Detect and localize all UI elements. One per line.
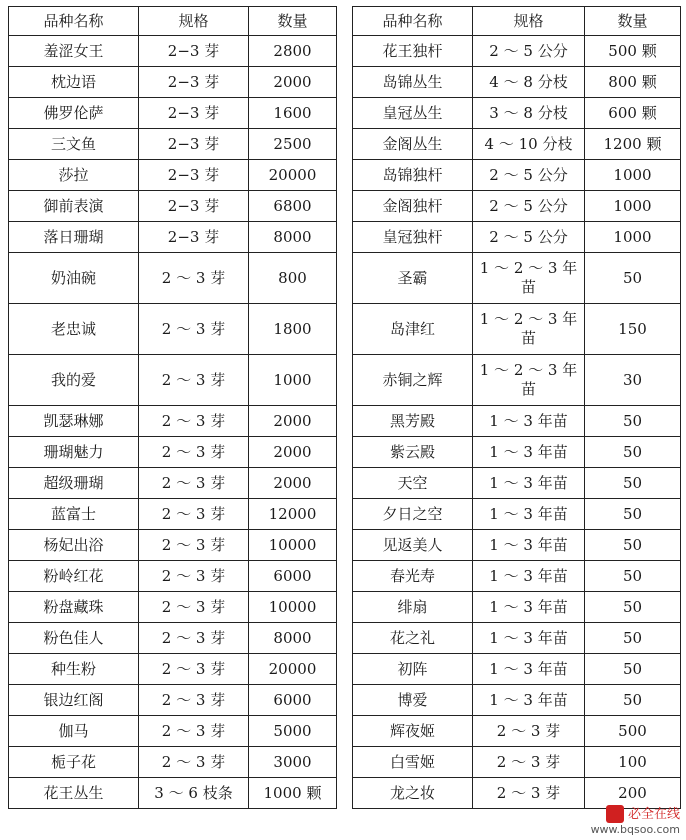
right-variety-cell: 初阵 [353,654,473,685]
watermark-title: 必全在线 [627,806,680,822]
right-spec-cell: 2 ～ 3 芽 [473,747,585,778]
seedling-table-container [8,6,680,809]
left-variety-cell: 羞涩女王 [9,36,139,67]
right-qty-cell: 50 [585,437,681,468]
right-variety-cell: 金阁独杆 [353,191,473,222]
right-spec-cell: 1 ～ 2 ～ 3 年苗 [473,355,585,406]
left-qty-cell: 1600 [249,98,337,129]
column-separator [337,253,353,304]
right-variety-cell: 黑芳殿 [353,406,473,437]
table-row [9,355,681,406]
left-variety-cell: 银边红阁 [9,685,139,716]
table-body [9,36,681,809]
table-row [9,623,681,654]
left-qty-cell: 10000 [249,530,337,561]
left-qty-cell: 6800 [249,191,337,222]
table-row [9,437,681,468]
right-qty-cell: 50 [585,654,681,685]
right-variety-cell: 博爱 [353,685,473,716]
left-variety-cell: 老忠诚 [9,304,139,355]
right-variety-cell: 白雪姬 [353,747,473,778]
left-variety-cell: 蓝富士 [9,499,139,530]
table-row [9,561,681,592]
left-variety-cell: 花王丛生 [9,778,139,809]
right-qty-cell: 600 颗 [585,98,681,129]
right-qty-cell: 30 [585,355,681,406]
column-separator [337,98,353,129]
left-spec-cell: 2 ～ 3 芽 [139,685,249,716]
right-spec-cell: 1 ～ 3 年苗 [473,468,585,499]
right-variety-cell: 紫云殿 [353,437,473,468]
left-spec-cell: 2 ～ 3 芽 [139,468,249,499]
right-spec-cell: 1 ～ 3 年苗 [473,530,585,561]
column-separator [337,592,353,623]
table-row [9,67,681,98]
left-qty-cell: 2000 [249,468,337,499]
header-spec-right: 规格 [473,7,585,36]
left-variety-cell: 落日珊瑚 [9,222,139,253]
table-row [9,747,681,778]
right-variety-cell: 皇冠丛生 [353,98,473,129]
left-qty-cell: 2000 [249,67,337,98]
right-variety-cell: 金阁丛生 [353,129,473,160]
left-qty-cell: 8000 [249,623,337,654]
right-variety-cell: 岛锦丛生 [353,67,473,98]
right-spec-cell: 2 ～ 5 公分 [473,191,585,222]
header-variety-left: 品种名称 [9,7,139,36]
left-spec-cell: 2 ～ 3 芽 [139,623,249,654]
left-variety-cell: 佛罗伦萨 [9,98,139,129]
left-spec-cell: 2−3 芽 [139,191,249,222]
left-qty-cell: 10000 [249,592,337,623]
left-spec-cell: 2 ～ 3 芽 [139,406,249,437]
right-qty-cell: 500 颗 [585,36,681,67]
column-separator [337,530,353,561]
right-qty-cell: 50 [585,253,681,304]
left-spec-cell: 2 ～ 3 芽 [139,747,249,778]
right-spec-cell: 1 ～ 3 年苗 [473,406,585,437]
left-spec-cell: 2 ～ 3 芽 [139,499,249,530]
left-variety-cell: 御前表演 [9,191,139,222]
left-variety-cell: 杨妃出浴 [9,530,139,561]
left-spec-cell: 2 ～ 3 芽 [139,654,249,685]
column-separator [337,304,353,355]
right-spec-cell: 2 ～ 5 公分 [473,160,585,191]
left-qty-cell: 12000 [249,499,337,530]
table-row [9,191,681,222]
left-variety-cell: 莎拉 [9,160,139,191]
left-qty-cell: 2800 [249,36,337,67]
table-row [9,592,681,623]
right-qty-cell: 50 [585,499,681,530]
right-variety-cell: 赤铜之辉 [353,355,473,406]
left-qty-cell: 2000 [249,406,337,437]
right-variety-cell: 圣霸 [353,253,473,304]
left-qty-cell: 6000 [249,561,337,592]
right-spec-cell: 1 ～ 3 年苗 [473,592,585,623]
column-separator [337,7,353,36]
left-variety-cell: 我的爱 [9,355,139,406]
right-spec-cell: 2 ～ 3 芽 [473,778,585,809]
right-qty-cell: 150 [585,304,681,355]
column-separator [337,468,353,499]
left-variety-cell: 种生粉 [9,654,139,685]
left-variety-cell: 珊瑚魅力 [9,437,139,468]
table-row [9,716,681,747]
right-variety-cell: 花王独杆 [353,36,473,67]
right-variety-cell: 天空 [353,468,473,499]
right-spec-cell: 4 ～ 10 分枝 [473,129,585,160]
right-qty-cell: 1000 [585,160,681,191]
left-qty-cell: 1000 [249,355,337,406]
table-row [9,685,681,716]
left-spec-cell: 2 ～ 3 芽 [139,355,249,406]
left-spec-cell: 2−3 芽 [139,222,249,253]
left-variety-cell: 粉盘藏珠 [9,592,139,623]
column-separator [337,499,353,530]
left-spec-cell: 2 ～ 3 芽 [139,253,249,304]
left-spec-cell: 2−3 芽 [139,67,249,98]
left-qty-cell: 1800 [249,304,337,355]
table-row [9,304,681,355]
table-row [9,129,681,160]
table-row [9,654,681,685]
column-separator [337,222,353,253]
right-qty-cell: 1000 [585,191,681,222]
right-qty-cell: 50 [585,468,681,499]
column-separator [337,716,353,747]
header-spec-left: 规格 [139,7,249,36]
column-separator [337,67,353,98]
right-qty-cell: 50 [585,592,681,623]
left-variety-cell: 凯瑟琳娜 [9,406,139,437]
table-row [9,530,681,561]
table-row [9,222,681,253]
right-variety-cell: 见返美人 [353,530,473,561]
left-spec-cell: 3 ～ 6 枝条 [139,778,249,809]
right-variety-cell: 夕日之空 [353,499,473,530]
column-separator [337,747,353,778]
right-variety-cell: 春光寿 [353,561,473,592]
right-spec-cell: 1 ～ 3 年苗 [473,623,585,654]
left-variety-cell: 奶油碗 [9,253,139,304]
left-qty-cell: 3000 [249,747,337,778]
right-spec-cell: 1 ～ 3 年苗 [473,561,585,592]
left-spec-cell: 2 ～ 3 芽 [139,530,249,561]
left-variety-cell: 粉色佳人 [9,623,139,654]
right-spec-cell: 2 ～ 5 公分 [473,222,585,253]
left-variety-cell: 粉岭红花 [9,561,139,592]
right-spec-cell: 1 ～ 3 年苗 [473,654,585,685]
column-separator [337,685,353,716]
left-spec-cell: 2 ～ 3 芽 [139,716,249,747]
left-spec-cell: 2−3 芽 [139,36,249,67]
right-spec-cell: 1 ～ 3 年苗 [473,437,585,468]
right-spec-cell: 1 ～ 2 ～ 3 年苗 [473,253,585,304]
left-variety-cell: 超级珊瑚 [9,468,139,499]
header-qty-right: 数量 [585,7,681,36]
left-qty-cell: 8000 [249,222,337,253]
table-row [9,499,681,530]
right-variety-cell: 辉夜姬 [353,716,473,747]
left-spec-cell: 2−3 芽 [139,98,249,129]
right-variety-cell: 皇冠独杆 [353,222,473,253]
right-qty-cell: 50 [585,561,681,592]
table-row [9,160,681,191]
left-qty-cell: 2500 [249,129,337,160]
right-qty-cell: 50 [585,406,681,437]
left-qty-cell: 5000 [249,716,337,747]
left-qty-cell: 1000 颗 [249,778,337,809]
table-row [9,98,681,129]
right-spec-cell: 2 ～ 5 公分 [473,36,585,67]
table-row [9,36,681,67]
right-spec-cell: 3 ～ 8 分枝 [473,98,585,129]
right-qty-cell: 100 [585,747,681,778]
right-qty-cell: 500 [585,716,681,747]
column-separator [337,191,353,222]
left-variety-cell: 栀子花 [9,747,139,778]
column-separator [337,561,353,592]
right-variety-cell: 岛锦独杆 [353,160,473,191]
column-separator [337,160,353,191]
column-separator [337,129,353,160]
left-variety-cell: 三文鱼 [9,129,139,160]
column-separator [337,355,353,406]
right-qty-cell: 1200 颗 [585,129,681,160]
right-variety-cell: 花之礼 [353,623,473,654]
header-qty-left: 数量 [249,7,337,36]
table-row [9,253,681,304]
column-separator [337,654,353,685]
column-separator [337,778,353,809]
right-spec-cell: 1 ～ 3 年苗 [473,499,585,530]
right-variety-cell: 龙之妆 [353,778,473,809]
column-separator [337,406,353,437]
left-qty-cell: 6000 [249,685,337,716]
left-spec-cell: 2 ～ 3 芽 [139,561,249,592]
table-row [9,468,681,499]
right-spec-cell: 1 ～ 3 年苗 [473,685,585,716]
table-row [9,406,681,437]
seedling-table [8,6,681,809]
left-spec-cell: 2 ～ 3 芽 [139,437,249,468]
right-qty-cell: 50 [585,623,681,654]
site-watermark [591,803,680,837]
left-variety-cell: 枕边语 [9,67,139,98]
right-spec-cell: 4 ～ 8 分枝 [473,67,585,98]
right-spec-cell: 1 ～ 2 ～ 3 年苗 [473,304,585,355]
right-qty-cell: 1000 [585,222,681,253]
left-variety-cell: 伽马 [9,716,139,747]
left-qty-cell: 20000 [249,160,337,191]
right-qty-cell: 50 [585,685,681,716]
left-spec-cell: 2 ～ 3 芽 [139,304,249,355]
left-spec-cell: 2−3 芽 [139,129,249,160]
header-row [9,7,681,36]
watermark-url: www.bqsoo.com [590,823,680,836]
right-spec-cell: 2 ～ 3 芽 [473,716,585,747]
right-qty-cell: 200 [585,778,681,809]
right-qty-cell: 800 颗 [585,67,681,98]
right-variety-cell: 岛津红 [353,304,473,355]
left-qty-cell: 20000 [249,654,337,685]
site-logo-icon [606,805,624,823]
right-qty-cell: 50 [585,530,681,561]
column-separator [337,437,353,468]
left-spec-cell: 2 ～ 3 芽 [139,592,249,623]
table-row [9,778,681,809]
right-variety-cell: 绯扇 [353,592,473,623]
header-variety-right: 品种名称 [353,7,473,36]
column-separator [337,623,353,654]
column-separator [337,36,353,67]
left-qty-cell: 800 [249,253,337,304]
left-spec-cell: 2−3 芽 [139,160,249,191]
left-qty-cell: 2000 [249,437,337,468]
